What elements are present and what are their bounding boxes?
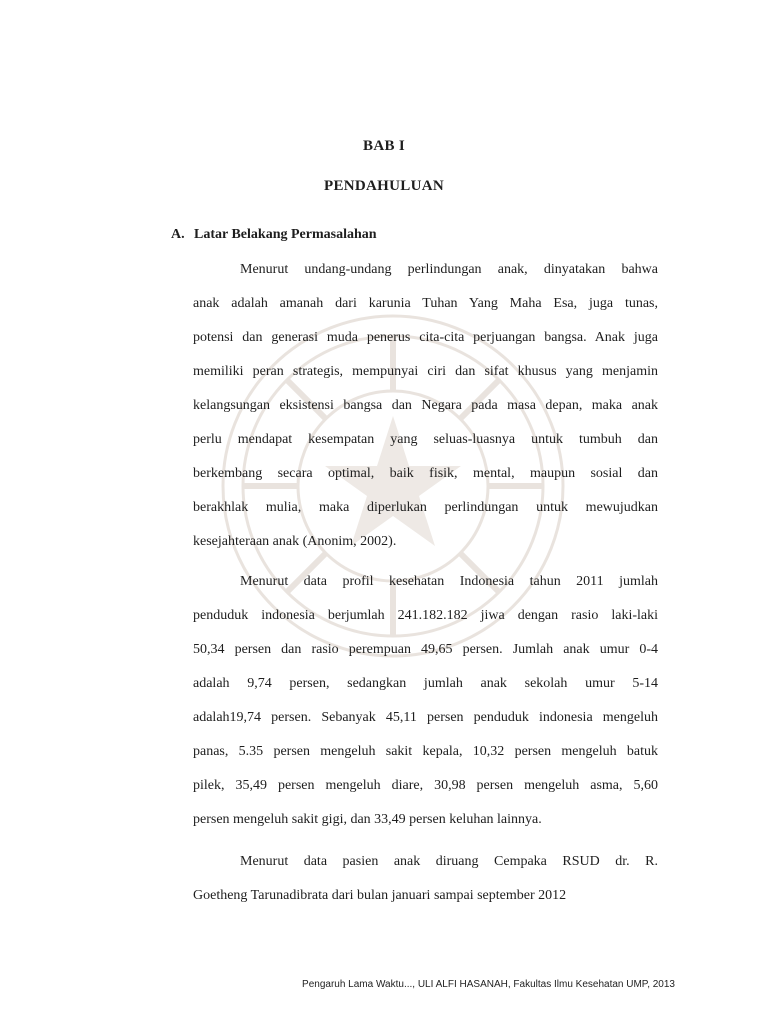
paragraph-1 xyxy=(193,253,658,559)
paragraph-line: adalah19,74 persen. Sebanyak 45,11 persen penduduk indonesia mengeluh xyxy=(193,710,658,725)
section-title: Latar Belakang Permasalahan xyxy=(194,227,377,242)
paragraph-line: persen mengeluh sakit gigi, dan 33,49 persen keluhan lainnya. xyxy=(193,812,542,827)
paragraph-2 xyxy=(193,565,658,837)
section-heading xyxy=(171,227,377,243)
paragraph-line: penduduk indonesia berjumlah 241.182.182 jiwa dengan rasio laki-laki xyxy=(193,608,658,623)
section-marker: A. xyxy=(171,227,185,242)
paragraph-line: Menurut data profil kesehatan Indonesia tahun 2011 jumlah xyxy=(240,574,658,589)
chapter-number: BAB I xyxy=(363,138,405,154)
paragraph-line: kesejahteraan anak (Anonim, 2002). xyxy=(193,534,397,549)
paragraph-line: anak adalah amanah dari karunia Tuhan Yang Maha Esa, juga tunas, xyxy=(193,296,658,311)
paragraph-line: Goetheng Tarunadibrata dari bulan januari sampai september 2012 xyxy=(193,888,567,903)
paragraph-line: berakhlak mulia, maka diperlukan perlindungan untuk mewujudkan xyxy=(193,500,658,515)
paragraph-line: potensi dan generasi muda penerus cita-cita perjuangan bangsa. Anak juga xyxy=(193,330,658,345)
page-footer: Pengaruh Lama Waktu..., ULI ALFI HASANAH, Fakultas Ilmu Kesehatan UMP, 2013 xyxy=(302,979,675,990)
paragraph-line: berkembang secara optimal, baik fisik, mental, maupun sosial dan xyxy=(193,466,658,481)
paragraph-line: pilek, 35,49 persen mengeluh diare, 30,98 persen mengeluh asma, 5,60 xyxy=(193,778,658,793)
paragraph-line: Menurut data pasien anak diruang Cempaka RSUD dr. R. xyxy=(240,854,658,869)
paragraph-line: adalah 9,74 persen, sedangkan jumlah anak sekolah umur 5-14 xyxy=(193,676,658,691)
paragraph-line: Menurut undang-undang perlindungan anak, dinyatakan bahwa xyxy=(240,262,658,277)
paragraph-line: perlu mendapat kesempatan yang seluas-luasnya untuk tumbuh dan xyxy=(193,432,658,447)
chapter-title: PENDAHULUAN xyxy=(324,178,444,194)
paragraph-3 xyxy=(193,845,658,913)
paragraph-line: panas, 5.35 persen mengeluh sakit kepala, 10,32 persen mengeluh batuk xyxy=(193,744,658,759)
paragraph-line: 50,34 persen dan rasio perempuan 49,65 persen. Jumlah anak umur 0-4 xyxy=(193,642,658,657)
paragraph-line: memiliki peran strategis, mempunyai ciri dan sifat khusus yang menjamin xyxy=(193,364,658,379)
paragraph-line: kelangsungan eksistensi bangsa dan Negara pada masa depan, maka anak xyxy=(193,398,658,413)
